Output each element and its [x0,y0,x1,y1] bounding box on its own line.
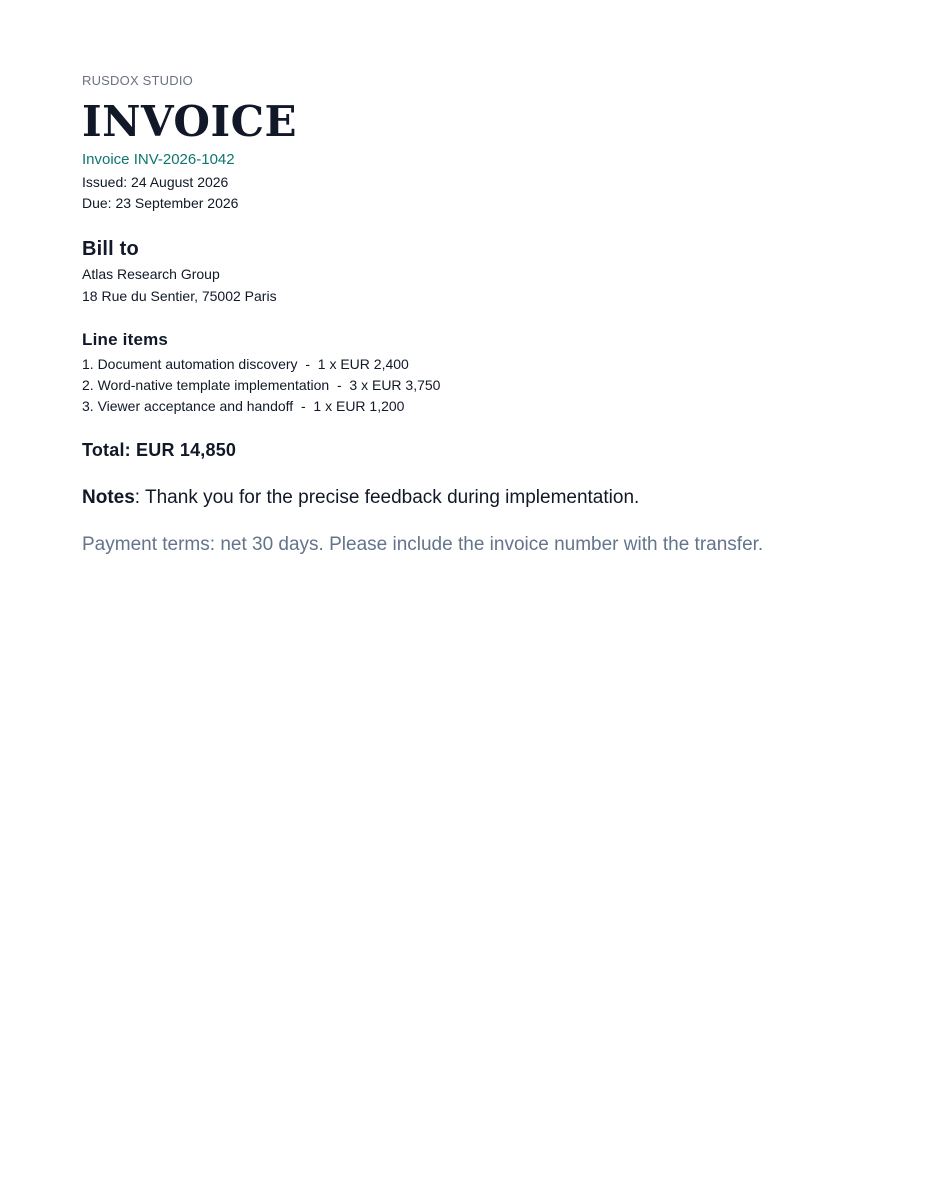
bill-to-name: Atlas Research Group [82,266,220,282]
invoice-total: Total: EUR 14,850 [82,440,237,460]
invoice-number: Invoice INV-2026-1042 [82,151,235,168]
studio-name: RUSDOX STUDIO [82,73,193,88]
bill-to-heading: Bill to [82,238,139,260]
line-item: 3. Viewer acceptance and handoff - 1 x EUR 1,200 [82,398,405,414]
issued-date: Issued: 24 August 2026 [82,174,229,190]
line-items-list [82,354,440,417]
payment-terms: Payment terms: net 30 days. Please include the invoice number with the transfer. [82,534,764,555]
document-title: INVOICE [82,97,298,146]
line-item: 2. Word-native template implementation - 3 x EUR 3,750 [82,377,441,393]
due-date: Due: 23 September 2026 [82,195,239,211]
line-item: 1. Document automation discovery - 1 x EUR 2,400 [82,356,409,372]
notes-label: Notes [82,487,135,508]
notes-text: : Thank you for the precise feedback during implementation. [134,487,640,508]
notes [82,487,639,509]
invoice-page [82,0,882,1200]
bill-to-address: 18 Rue du Sentier, 75002 Paris [82,288,277,304]
line-items-heading: Line items [82,330,169,349]
